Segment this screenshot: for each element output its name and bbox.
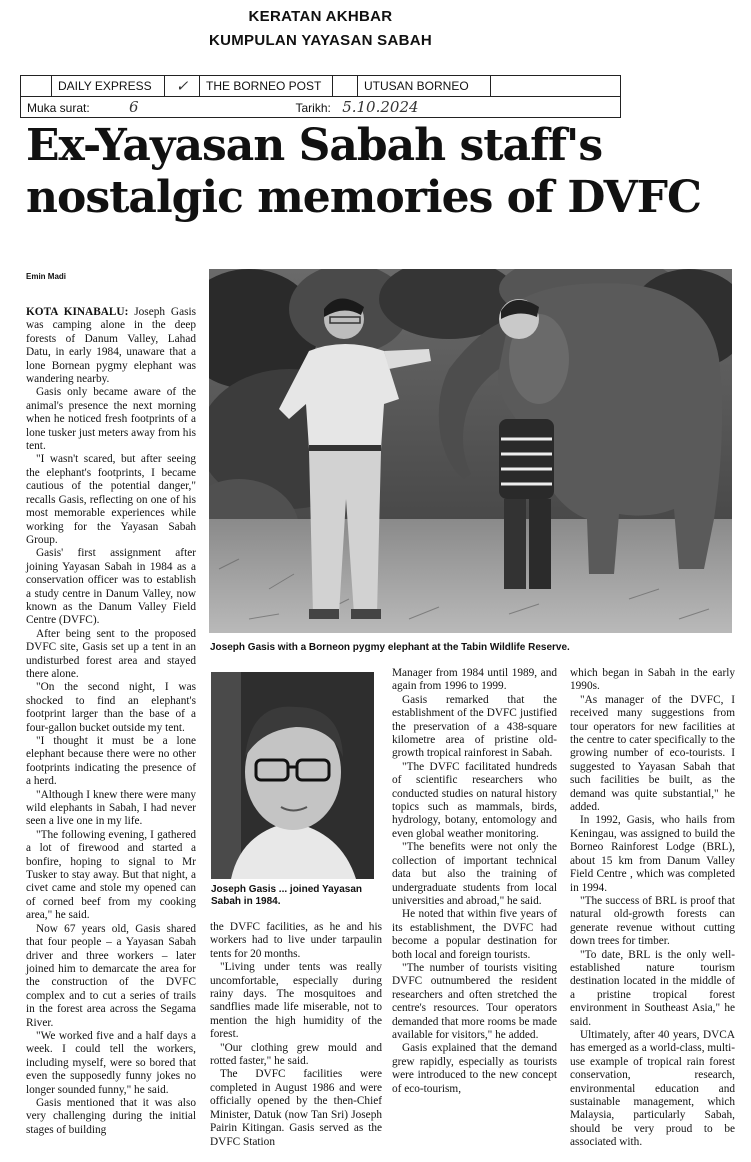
paragraph: In 1992, Gasis, who hails from Keningau, was assigned to build the Borneo Rainforest Lodge (BRL), about 15 km from Danum Valley Field Centre , which was completed in 1994. [570, 814, 735, 894]
clipping-title: KERATAN AKHBAR [248, 8, 393, 25]
page-label: Muka surat: [27, 101, 90, 115]
date-label: Tarikh: [295, 101, 331, 115]
article-column-3 [392, 667, 557, 1096]
paragraph: "I wasn't scared, but after seeing the elephant's footprints, I became cautious of the potential danger," recalls Gasis, reflecting on one of his most memorable experiences while working for the Yayasan Sabah Group. [26, 453, 196, 546]
byline: Emin Madi [26, 272, 67, 281]
source-utusan-borneo: UTUSAN BORNEO [358, 76, 491, 97]
paragraph: Gasis mentioned that it was also very challenging during the initial stages of building [26, 1096, 196, 1136]
paragraph: "The benefits were not only the collection of important technical data but also the training of undergraduate students from local universities and abroad," he said. [392, 841, 557, 907]
paragraph: which began in Sabah in the early 1990s. [570, 667, 735, 693]
paragraph: Gasis explained that the demand grew rapidly, especially as tourists were introduced to the new concept of eco-tourism, [392, 1042, 557, 1095]
paragraph: "The DVFC facilitated hundreds of scientific researchers who conducted studies on natural history topics such as mammals, birds, hydrology, botany, entomology and even global weather monitoring. [392, 760, 557, 840]
paragraph: Manager from 1984 until 1989, and again from 1996 to 1999. [392, 667, 557, 693]
date-value: 5.10.2024 [342, 98, 419, 116]
paragraph: "Living under tents was really uncomfortable, especially during rainy days. The mosquitoes and sandflies made life miserable, not to mention the high humidity of the forest. [210, 961, 382, 1041]
paragraph: Ultimately, after 40 years, DVCA has emerged as a world-class, multi-use example of tropical rain forest conservation, research, environmental education and sustainable management, which Malaysia, particularly Sabah, should be very proud to be associated with. [570, 1028, 735, 1149]
clipping-subtitle: KUMPULAN YAYASAN SABAH [208, 32, 433, 49]
paragraph: "To date, BRL is the only well-established nature tourism destination located in the middle of a pristine tropical forest environment in Southeast Asia," he said. [570, 948, 735, 1028]
source-daily-express: DAILY EXPRESS [52, 76, 165, 97]
article-column-4 [570, 667, 735, 1150]
check-mark: ✓ [165, 76, 200, 97]
photo-elephant-caption: Joseph Gasis with a Borneon pygmy elephant at the Tabin Wildlife Reserve. [210, 642, 570, 653]
paragraph: The DVFC facilities were completed in August 1986 and were officially opened by the then-Chief Minister, Datuk (now Tan Sri) Joseph Pairin Kitingan. Gasis served as the DVFC Station [210, 1068, 382, 1148]
headline-line-1: Ex-Yayasan Sabah staff's [26, 120, 603, 171]
paragraph: "The success of BRL is proof that natural old-growth forests can generate revenue without cutting down trees for timber. [570, 894, 735, 948]
paragraph: "On the second night, I was shocked to find an elephant's footprint larger than the base of a four-gallon bucket outside my tent. [26, 681, 196, 734]
paragraph: KOTA KINABALU: Joseph Gasis was camping alone in the deep forests of Danum Valley, Lahad Datu, in early 1984, unaware that a lone Bornean pygmy elephant was wandering nearby. [26, 306, 197, 386]
headline-line-2: nostalgic memories of DVFC [26, 172, 702, 223]
photo-portrait-caption: Joseph Gasis ... joined Yayasan Sabah in 1984. [211, 884, 362, 907]
paragraph: "I thought it must be a lone elephant because there were no other footprints indicating the presence of a herd. [26, 735, 196, 788]
paragraph: the DVFC facilities, as he and his workers had to live under tarpaulin tents for 20 months. [210, 921, 382, 960]
paragraph: He noted that within five years of its establishment, the DVFC had become a popular destination for both local and foreign tourists. [392, 908, 557, 961]
dateline: KOTA KINABALU: [26, 306, 129, 318]
paragraph: After being sent to the proposed DVFC site, Gasis set up a tent in an undisturbed forest area and stayed there alone. [26, 627, 196, 680]
article-column-1 [26, 306, 196, 1137]
photo-portrait [211, 672, 374, 879]
paragraph: "We worked five and a half days a week. I could tell the workers, including myself, were so bored that even the supposedly funny jokes no longer sounded funny," he said. [26, 1029, 196, 1096]
paragraph: Now 67 years old, Gasis shared that four people – a Yayasan Sabah driver and three workers – later joined him to demarcate the area for the construction of the DVFC complex and to cut a series of trails in the forest area across the Segama River. [26, 922, 196, 1029]
paragraph: "Our clothing grew mould and rotted faster," he said. [210, 1041, 382, 1068]
photo-elephant [209, 269, 732, 633]
paragraph: "Although I knew there were many wild elephants in Sabah, I had never seen a live one in my life. [26, 788, 196, 828]
headline [26, 120, 741, 224]
paragraph: "The number of tourists visiting DVFC outnumbered the resident researchers and often stretched the centre's resources. Tour operators demanded that more rooms be made available for visitors," he added. [392, 961, 557, 1041]
source-table [20, 75, 621, 118]
article-column-2 [210, 921, 382, 1149]
source-borneo-post: THE BORNEO POST [200, 76, 333, 97]
paragraph: Gasis only became aware of the animal's presence the next morning when he noticed fresh footprints of a lone tusker just meters away from his tent. [26, 386, 196, 453]
paragraph: Gasis' first assignment after joining Yayasan Sabah in 1984 as a conservation officer was to establish a study centre in Danum Valley, now known as the Danum Valley Field Centre (DVFC). [26, 547, 196, 627]
page-value: 6 [129, 98, 139, 116]
paragraph: "The following evening, I gathered a lot of firewood and started a bonfire, hoping to signal to Mr Tusker to stay away. But that night, a civet came and stole my opened can of corned beef from my cooking area," he said. [26, 828, 196, 922]
paragraph: "As manager of the DVFC, I received many suggestions from tour operators for new facilities at the centre to cater specifically to the growing number of eco-tourists. I suggested to Yayasan Sabah that such facilities be built, as the demand was quite substantial," he added. [570, 693, 735, 814]
paragraph: Gasis remarked that the establishment of the DVFC justified the preservation of a 438-square kilometre area of pristine old-growth tropical rainforest in Sabah. [392, 693, 557, 760]
